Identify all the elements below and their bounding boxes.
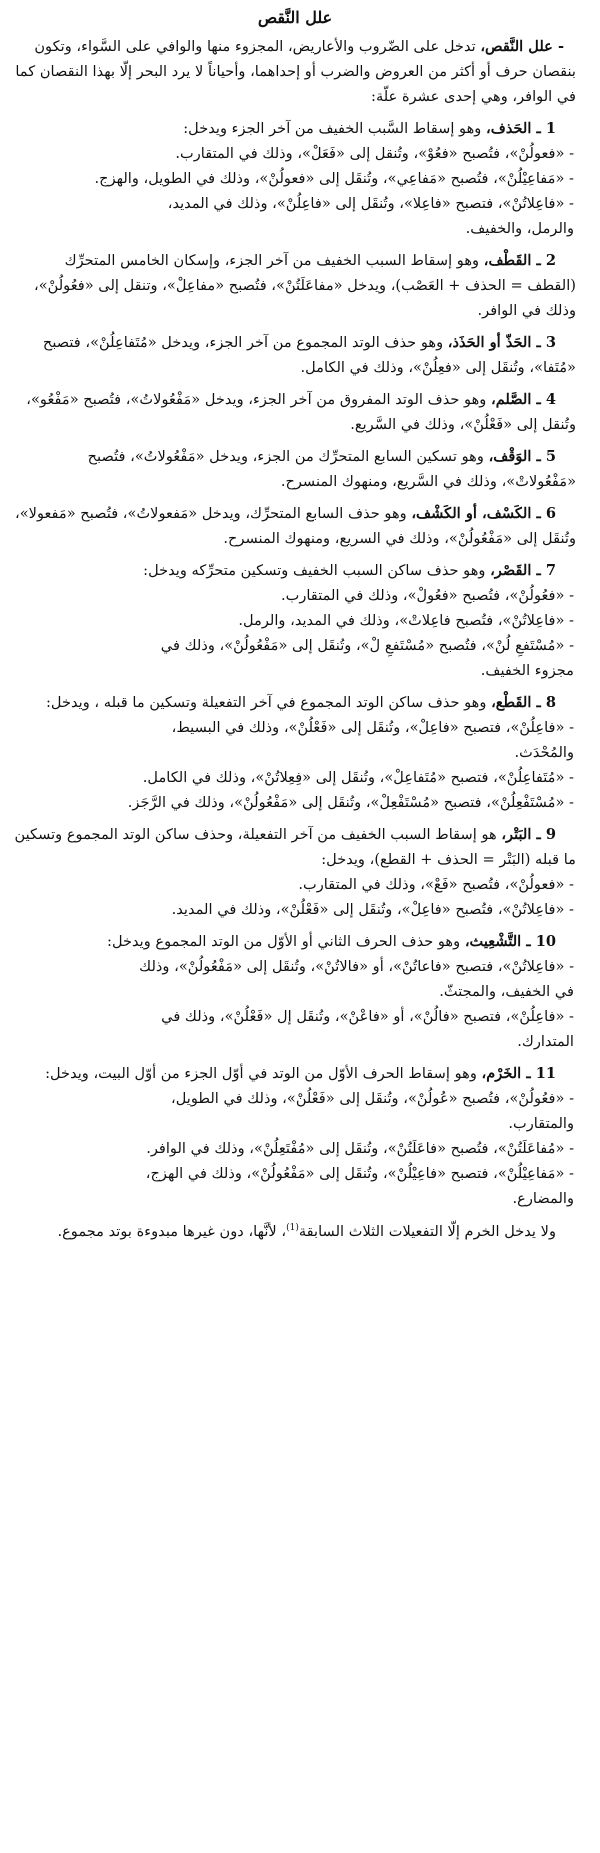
- section-term: 2 ـ القَطْف،: [483, 252, 556, 269]
- example-line: - «فاعِلُنْ»، فتصبح «فالُنْ»، أو «فاعْنْ»، وتُنقَل إل «فَعْلُنْ»، وذلك في: [161, 1008, 574, 1025]
- example-line: - «فعولُنْ»، فتُصبح «فَعْ»، وذلك في المتقارب.: [298, 876, 574, 893]
- section-term: 11 ـ الخَرْم،: [481, 1065, 556, 1082]
- section-term: 5 ـ الوَقْف،: [488, 448, 556, 465]
- example-line: - «مَفاعِيْلُنْ»، فتصبح «فاعِيْلُنْ»، وتُنقَل إلى «مَفْعُولُنْ»، وذلك في الهزج،: [145, 1165, 574, 1182]
- example-line: - «فاعِلاتُنْ»، فتصبح «فاعِلا»، وتُنقَل إلى «فاعِلُنْ»، وذلك في المديد،: [167, 195, 574, 212]
- section-heading: [14, 330, 576, 380]
- section-definition: وهو إسقاط الحرف الأوّل من الوتد في أوّل الجزء من أوّل البيت، ويدخل:: [45, 1065, 482, 1082]
- example-line: - «مَفاعِيْلُنْ»، فتُصبح «مَفاعِي»، وتُنقَل إلى «فعولُنْ»، وذلك في الطويل، والهزج.: [94, 170, 574, 187]
- section-definition: وهو إسقاط السبب الخفيف من آخر الجزء، وإسكان الخامس المتحرِّك (القطف = الحذف + العَصْب)، ويدخل «مفاعَلَتُنْ»، فتُصبح «مفاعِلْ»، وتنقل إلى «فعُولُنْ»، وذلك في الوافر.: [33, 252, 576, 319]
- example-line: - «مُتَفاعِلُنْ»، فتصبح «مُتَفاعِلْ»، وتُنقَل إلى «فِعِلاتُنْ»، وذلك في الكامل.: [142, 769, 574, 786]
- example-line: - «فعُولُنْ»، فتُصبح «فعُولْ»، وذلك في المتقارب.: [280, 587, 574, 604]
- example-line-continuation: المتدارك.: [517, 1033, 574, 1050]
- section-term: 6 ـ الكَسْف، أو الكَشْف،: [411, 505, 556, 522]
- example-line: - «فاعِلُنْ»، فتصبح «فاعِلْ»، وتُنقَل إلى «فَعْلُنْ»، وذلك في البسيط،: [171, 719, 574, 736]
- section-heading: [14, 248, 576, 323]
- example-line-continuation: والمضارع.: [512, 1190, 574, 1207]
- intro-term: - علل النَّقص،: [480, 38, 564, 55]
- footnote-reference[interactable]: (1): [286, 1223, 299, 1234]
- section-definition: وهو حذف الوتد المفروق من آخر الجزء، ويدخل «مَفْعُولاتُ»، فتُصبح «مَفْعُو»، وتُنقل إلى «فَعْلُنْ»، وذلك في السَّريع.: [26, 391, 576, 433]
- section-11-kharm: [14, 1061, 576, 1211]
- example-line: - «فاعِلاتُنْ»، فتُصبح «فاعِلْ»، وتُنقَل إلى «فَعْلُنْ»، وذلك في المديد.: [171, 901, 574, 918]
- page-title: علل النَّقص: [257, 8, 333, 27]
- closing-text: ولا يدخل الخرم إلّا التفعيلات الثلاث السابقة: [298, 1223, 556, 1240]
- example-line-continuation: مجزوء الخفيف.: [480, 662, 574, 679]
- example-line-continuation: في الخفيف، والمجتثّ.: [439, 983, 574, 1000]
- example-line: - «مُسْتَفعِ لُنْ»، فتُصبح «مُسْتَفعِ لْ»، وتُنقَل إلى «مَفْعُولُنْ»، وذلك في: [160, 637, 574, 654]
- example-line: - «فعولُنْ»، فتُصبح «فعُوْ»، وتُنقل إلى «فَعَلْ»، وذلك في المتقارب.: [175, 145, 574, 162]
- intro-paragraph: [14, 34, 576, 109]
- section-7-qasr: [14, 558, 576, 683]
- section-5-waqf: [14, 444, 576, 494]
- example-line-continuation: والرمل، والخفيف.: [465, 220, 574, 237]
- section-definition: هو إسقاط السبب الخفيف من آخر التفعيلة، وحذف ساكن الوتد المجموع وتسكين ما قبله (البَتْر = الحذف + القطع)، ويدخل:: [14, 826, 576, 868]
- closing-paragraph: [14, 1219, 576, 1244]
- section-term: 7 ـ القَصْر،: [490, 562, 556, 579]
- intro-text: تدخل على الضّروب والأعاريض، المجزوء منها والوافي على السَّواء، وتكون بنقصان حرف أو أكثر من العروض والضرب أو إحداهما، وأحياناً لا يرد البحر إلّا بهذا النقصان كما في الوافر، وهي إحدى عشرة علّة:: [15, 38, 576, 105]
- section-6-kashf: [14, 501, 576, 551]
- example-line: - «فاعِلاتُنْ»، فتُصبح فاعِلاتْ»، وذلك في المديد، والرمل.: [238, 612, 574, 629]
- section-heading: [14, 690, 576, 715]
- section-3-hadhadh: [14, 330, 576, 380]
- section-heading: [14, 822, 576, 872]
- example-line: - «مُسْتَفْعِلُنْ»، فتصبح «مُسْتَفْعِلْ»، وتُنقَل إلى «مَفْعُولُنْ»، وذلك في الرَّجَز.: [127, 794, 574, 811]
- section-heading: [14, 558, 576, 583]
- section-4-salm: [14, 387, 576, 437]
- example-line: - «فاعِلاتُنْ»، فتصبح «فاعاتُنْ»، أو «فالاتُنْ»، وتُنقَل إلى «مَفْعُولُنْ»، وذلك: [139, 958, 574, 975]
- example-line: - «فعُولُنْ»، فتُصبح «عُولُنْ»، وتُنقَل إلى «فَعْلُنْ»، وذلك في الطويل،: [171, 1090, 574, 1107]
- section-2-qatf: [14, 248, 576, 323]
- section-term: 3 ـ الحَذّ أو الحَذَذ،: [447, 334, 556, 351]
- section-definition: وهو حذف ساكن الوتد المجموع في آخر التفعيلة وتسكين ما قبله ، ويدخل:: [46, 694, 492, 711]
- section-definition: وهو حذف ساكن السبب الخفيف وتسكين متحرِّكه ويدخل:: [143, 562, 491, 579]
- closing-text-end: ، لأنَّها، دون غيرها مبدوءة بوتد مجموع.: [57, 1223, 287, 1240]
- section-definition: وهو حذف الحرف الثاني أو الأوّل من الوتد المجموع ويدخل:: [107, 933, 465, 950]
- section-9-batr: [14, 822, 576, 922]
- section-definition: وهو حذف الوتد المجموع من آخر الجزء، ويدخل «مُتَفاعِلُنْ»، فتصبح «مُتَفا»، وتُنقَل إلى «فعِلُنْ»، وذلك في الكامل.: [42, 334, 576, 376]
- section-definition: وهو حذف السابع المتحرِّك، ويدخل «مَفعولاتُ»، فتُصبح «مَفعولا»، وتُنقَل إلى «مَفْعُولُنْ»، وذلك في السريع، ومنهوك المنسرح.: [15, 505, 576, 547]
- section-1-hadhf: [14, 116, 576, 241]
- section-heading: [14, 501, 576, 551]
- section-heading: [14, 929, 576, 954]
- section-term: 4 ـ الصَّلم،: [490, 391, 556, 408]
- section-heading: [14, 1061, 576, 1086]
- section-10-tashith: [14, 929, 576, 1054]
- example-line: - «مُفاعَلَتُنْ»، فتُصبح «فاعَلَتُنْ»، وتُنقَل إلى «مُفْتَعِلُنْ»، وذلك في الوافر.: [146, 1140, 574, 1157]
- section-term: 1 ـ الحَذف،: [485, 120, 556, 137]
- section-term: 8 ـ القَطْع،: [491, 694, 556, 711]
- section-definition: وهو إسقاط السَّبب الخفيف من آخر الجزء ويدخل:: [183, 120, 486, 137]
- section-heading: [14, 444, 576, 494]
- section-definition: وهو تسكين السابع المتحرِّك من الجزء، ويدخل «مَفْعُولاتُ»، فتُصبح «مَفْعُولاتْ»، وذلك في السَّريع، ومنهوك المنسرح.: [87, 448, 576, 490]
- section-heading: [14, 387, 576, 437]
- example-line-continuation: والمتقارب.: [508, 1115, 574, 1132]
- section-heading: [14, 116, 576, 141]
- section-8-qat: [14, 690, 576, 815]
- section-term: 10 ـ التَّشْعِيث،: [464, 933, 556, 950]
- section-term: 9 ـ البَتْر،: [501, 826, 556, 843]
- example-line-continuation: والمُحْدَث.: [514, 744, 574, 761]
